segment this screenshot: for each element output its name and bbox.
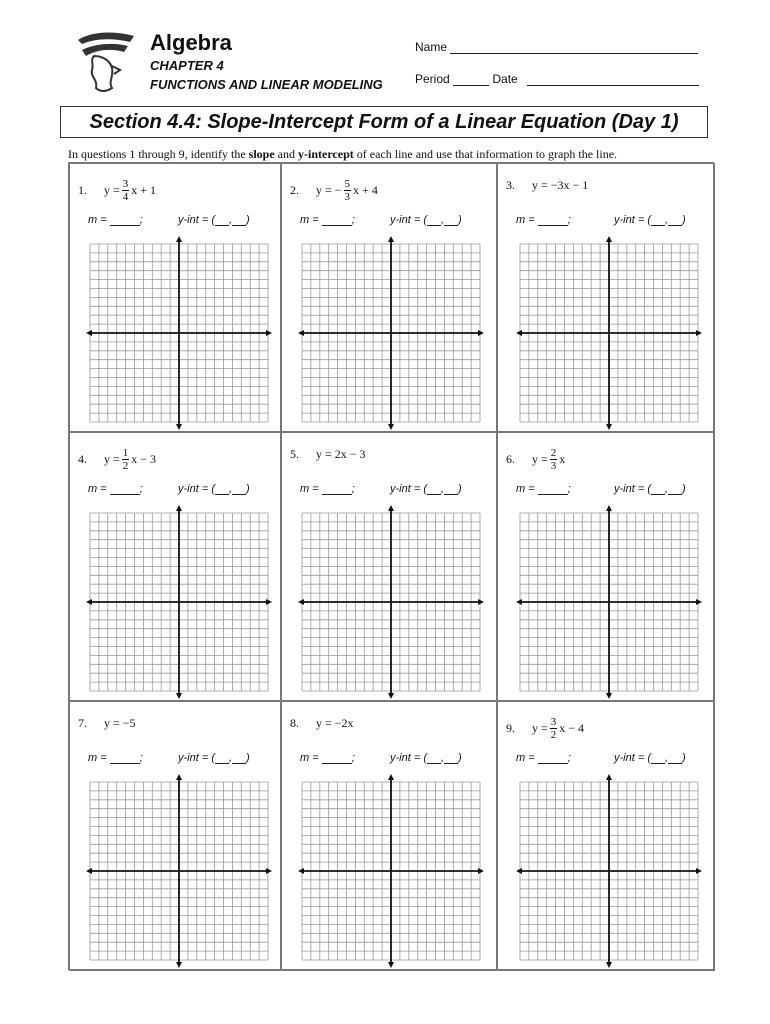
axis-arrow-icon [176, 505, 182, 511]
axis-arrow-icon [696, 868, 702, 874]
problem-number: 8. [290, 716, 299, 730]
problem-number: 1. [78, 183, 87, 197]
axis-arrow-icon [478, 330, 484, 336]
axis-arrow-icon [388, 424, 394, 430]
equation-lhs: y = −2x [316, 716, 354, 730]
problem-cell [281, 701, 497, 971]
axis-arrow-icon [176, 962, 182, 968]
coordinate-plane[interactable] [298, 236, 484, 430]
problem-equation [506, 716, 584, 741]
slope-label: m = [516, 752, 538, 764]
yint-x-blank[interactable] [427, 753, 441, 764]
equation-rhs: x − 3 [131, 452, 157, 466]
unit-label: FUNCTIONS AND LINEAR MODELING [150, 77, 383, 92]
semicolon: ; [351, 752, 355, 764]
slope-answer [300, 752, 355, 764]
problem-equation [290, 447, 366, 462]
fraction-numerator: 3 [550, 716, 557, 728]
yint-answer [178, 752, 250, 764]
yint-x-blank[interactable] [427, 215, 441, 226]
course-title: Algebra [150, 30, 232, 55]
close-paren: ) [246, 752, 250, 764]
axis-arrow-icon [388, 236, 394, 242]
yint-label: y-int = ( [178, 752, 215, 764]
yint-y-blank[interactable] [444, 215, 458, 226]
equation-fraction [122, 447, 130, 472]
yint-label: y-int = ( [178, 483, 215, 495]
yint-y-blank[interactable] [668, 753, 682, 764]
comma: , [664, 214, 669, 226]
equation-lhs: y = −5 [104, 716, 136, 730]
problem-equation [290, 716, 354, 731]
problem-number: 3. [506, 178, 515, 192]
equation-lhs: y = [532, 721, 548, 735]
section-title: Section 4.4: Slope-Intercept Form of a Linear Equation (Day 1) [89, 111, 679, 133]
slope-label: m = [516, 483, 538, 495]
axis-arrow-icon [516, 599, 522, 605]
yint-y-blank[interactable] [232, 215, 246, 226]
period-date-row [415, 72, 699, 86]
axis-arrow-icon [266, 330, 272, 336]
coordinate-plane[interactable] [86, 505, 272, 699]
yint-x-blank[interactable] [215, 484, 229, 495]
axis-arrow-icon [86, 330, 92, 336]
comma: , [228, 214, 233, 226]
axis-arrow-icon [86, 599, 92, 605]
close-paren: ) [682, 483, 686, 495]
equation-lhs: y = [104, 452, 120, 466]
yint-x-blank[interactable] [215, 215, 229, 226]
slope-label: m = [88, 752, 110, 764]
semicolon: ; [351, 483, 355, 495]
period-label: Period [415, 72, 450, 86]
problem-number: 9. [506, 721, 515, 735]
yint-answer [614, 483, 686, 495]
fraction-denominator: 3 [550, 460, 557, 472]
slope-label: m = [88, 483, 110, 495]
yint-x-blank[interactable] [651, 753, 665, 764]
slope-answer [88, 483, 143, 495]
problem-number: 7. [78, 716, 87, 730]
close-paren: ) [682, 214, 686, 226]
close-paren: ) [682, 752, 686, 764]
yint-label: y-int = ( [390, 214, 427, 226]
problem-equation [290, 178, 378, 203]
problem-equation [506, 447, 565, 472]
fraction-numerator: 5 [344, 178, 351, 190]
close-paren: ) [458, 483, 462, 495]
slope-blank[interactable] [538, 215, 568, 226]
semicolon: ; [567, 214, 571, 226]
fraction-numerator: 3 [122, 178, 129, 190]
axis-arrow-icon [478, 868, 484, 874]
axis-arrow-icon [606, 424, 612, 430]
slope-blank[interactable] [538, 484, 568, 495]
slope-blank[interactable] [322, 753, 352, 764]
coordinate-plane[interactable] [86, 236, 272, 430]
yint-label: y-int = ( [390, 483, 427, 495]
date-blank[interactable] [527, 73, 699, 86]
yint-label: y-int = ( [178, 214, 215, 226]
fraction-numerator: 2 [550, 447, 557, 459]
logo-icon [72, 26, 140, 98]
axis-arrow-icon [176, 693, 182, 699]
axis-arrow-icon [388, 693, 394, 699]
fraction-denominator: 2 [122, 460, 129, 472]
comma: , [440, 214, 445, 226]
problem-number: 2. [290, 183, 299, 197]
slope-blank[interactable] [538, 753, 568, 764]
equation-rhs: x − 4 [559, 721, 585, 735]
coordinate-plane[interactable] [298, 774, 484, 968]
axis-arrow-icon [478, 599, 484, 605]
axis-arrow-icon [86, 868, 92, 874]
equation-rhs: x + 4 [353, 183, 378, 197]
section-title-box [60, 106, 708, 138]
comma: , [664, 483, 669, 495]
name-field [415, 40, 698, 54]
yint-x-blank[interactable] [215, 753, 229, 764]
semicolon: ; [139, 214, 143, 226]
coordinate-plane[interactable] [516, 774, 702, 968]
fraction-denominator: 2 [550, 729, 557, 741]
yint-x-blank[interactable] [427, 484, 441, 495]
equation-fraction [344, 178, 352, 203]
problem-equation [506, 178, 588, 193]
instructions-text: In questions 1 through 9, identify the [68, 147, 249, 161]
slope-answer [88, 214, 143, 226]
semicolon: ; [567, 483, 571, 495]
axis-arrow-icon [298, 868, 304, 874]
yint-answer [390, 752, 462, 764]
yint-answer [178, 214, 250, 226]
problem-grid [68, 162, 714, 970]
name-blank[interactable] [450, 41, 698, 54]
close-paren: ) [458, 214, 462, 226]
equation-rhs: x [559, 452, 566, 466]
instructions-slope: slope [248, 147, 275, 161]
problem-cell [69, 701, 281, 971]
comma: , [228, 483, 233, 495]
equation-fraction [122, 178, 130, 203]
semicolon: ; [567, 752, 571, 764]
axis-arrow-icon [606, 693, 612, 699]
yint-label: y-int = ( [390, 752, 427, 764]
chapter-label: CHAPTER 4 [150, 58, 224, 73]
equation-lhs: y = 2x − 3 [316, 447, 366, 461]
axis-arrow-icon [696, 330, 702, 336]
slope-answer [516, 483, 571, 495]
comma: , [440, 483, 445, 495]
equation-lhs: y = [532, 452, 548, 466]
yint-label: y-int = ( [614, 752, 651, 764]
yint-y-blank[interactable] [232, 484, 246, 495]
slope-answer [516, 752, 571, 764]
slope-answer [516, 214, 571, 226]
instructions [68, 147, 617, 162]
coordinate-plane[interactable] [516, 236, 702, 430]
slope-label: m = [300, 483, 322, 495]
equation-lhs: y = −3x − 1 [532, 178, 589, 192]
slope-blank[interactable] [110, 484, 140, 495]
problem-cell [69, 163, 281, 432]
coordinate-plane[interactable] [298, 505, 484, 699]
name-label: Name [415, 40, 448, 54]
yint-y-blank[interactable] [444, 753, 458, 764]
yint-answer [390, 483, 462, 495]
problem-number: 4. [78, 452, 87, 466]
coordinate-plane[interactable] [86, 774, 272, 968]
yint-y-blank[interactable] [232, 753, 246, 764]
axis-arrow-icon [388, 505, 394, 511]
yint-x-blank[interactable] [651, 215, 665, 226]
axis-arrow-icon [176, 236, 182, 242]
axis-arrow-icon [606, 774, 612, 780]
axis-arrow-icon [516, 868, 522, 874]
yint-answer [614, 214, 686, 226]
axis-arrow-icon [176, 424, 182, 430]
fraction-numerator: 1 [122, 447, 129, 459]
axis-arrow-icon [388, 774, 394, 780]
slope-label: m = [516, 214, 538, 226]
axis-arrow-icon [266, 599, 272, 605]
instructions-yint: y-intercept [298, 147, 354, 161]
axis-arrow-icon [516, 330, 522, 336]
axis-arrow-icon [606, 236, 612, 242]
equation-rhs: x + 1 [131, 183, 157, 197]
slope-answer [88, 752, 143, 764]
axis-arrow-icon [606, 505, 612, 511]
problem-cell [281, 163, 497, 432]
equation-lhs: y = [104, 183, 120, 197]
comma: , [440, 752, 445, 764]
equation-fraction [550, 716, 558, 741]
slope-label: m = [300, 214, 322, 226]
yint-x-blank[interactable] [651, 484, 665, 495]
fraction-denominator: 3 [344, 191, 351, 203]
problem-number: 6. [506, 452, 515, 466]
comma: , [664, 752, 669, 764]
problem-cell [497, 432, 715, 701]
problem-equation [78, 716, 136, 731]
slope-label: m = [88, 214, 110, 226]
yint-label: y-int = ( [614, 214, 651, 226]
axis-arrow-icon [298, 599, 304, 605]
slope-blank[interactable] [110, 215, 140, 226]
problem-equation [78, 178, 156, 203]
semicolon: ; [139, 483, 143, 495]
slope-blank[interactable] [110, 753, 140, 764]
axis-arrow-icon [696, 599, 702, 605]
equation-lhs: y = − [316, 183, 342, 197]
instructions-and: and [274, 147, 298, 161]
problem-cell [281, 432, 497, 701]
problem-cell [497, 701, 715, 971]
problem-cell [497, 163, 715, 432]
axis-arrow-icon [388, 962, 394, 968]
slope-blank[interactable] [322, 484, 352, 495]
problem-equation [78, 447, 156, 472]
fraction-denominator: 4 [122, 191, 129, 203]
yint-answer [614, 752, 686, 764]
axis-arrow-icon [606, 962, 612, 968]
slope-answer [300, 483, 355, 495]
yint-y-blank[interactable] [668, 215, 682, 226]
semicolon: ; [351, 214, 355, 226]
yint-answer [390, 214, 462, 226]
yint-label: y-int = ( [614, 483, 651, 495]
slope-answer [300, 214, 355, 226]
problem-number: 5. [290, 447, 299, 461]
close-paren: ) [246, 214, 250, 226]
semicolon: ; [139, 752, 143, 764]
equation-fraction [550, 447, 558, 472]
yint-y-blank[interactable] [668, 484, 682, 495]
problem-cell [69, 432, 281, 701]
yint-y-blank[interactable] [444, 484, 458, 495]
yint-answer [178, 483, 250, 495]
instructions-after: of each line and use that information to graph the line. [353, 147, 618, 161]
close-paren: ) [246, 483, 250, 495]
date-label: Date [492, 72, 518, 86]
slope-blank[interactable] [322, 215, 352, 226]
axis-arrow-icon [176, 774, 182, 780]
close-paren: ) [458, 752, 462, 764]
slope-label: m = [300, 752, 322, 764]
axis-arrow-icon [298, 330, 304, 336]
period-blank[interactable] [453, 73, 489, 86]
coordinate-plane[interactable] [516, 505, 702, 699]
comma: , [228, 752, 233, 764]
axis-arrow-icon [266, 868, 272, 874]
